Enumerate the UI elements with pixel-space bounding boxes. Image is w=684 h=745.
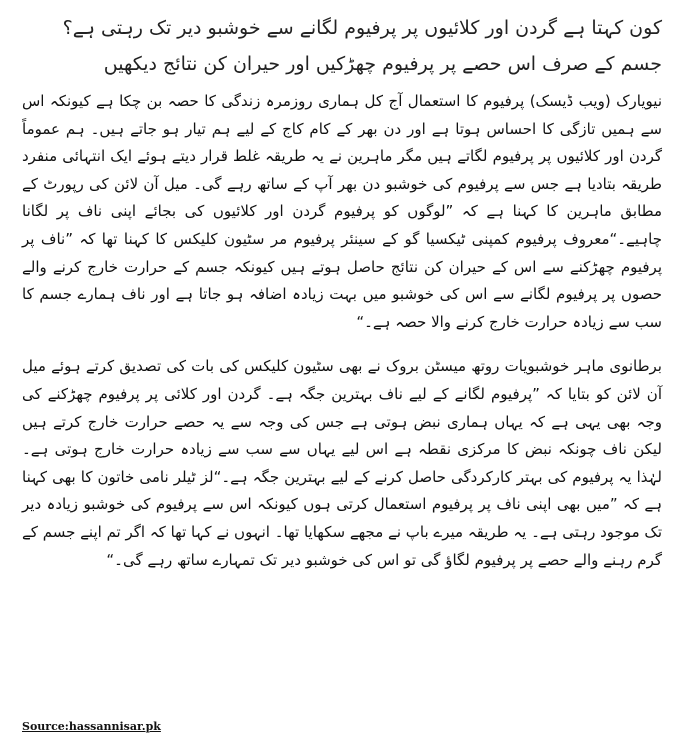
source-credit: Source:hassannisar.pk [22,720,161,733]
article [22,10,662,735]
article-paragraph-1: نیویارک (ویب ڈیسک) پرفیوم کا استعمال آج کل ہماری روزمرہ زندگی کا حصہ بن چکا ہے کیونکہ اس سے ہمیں تازگی کا احساس ہوتا ہے اور دن بھر کے کام کاج کے لیے ہم تیار ہو جاتے ہیں۔ ہم عموماً گردن اور کلائیوں پر پرفیوم لگاتے ہیں مگر ماہرین نے یہ طریقہ غلط قرار دیتے ہوئے ایک انتہائی منفرد طریقہ بتادیا ہے جس سے پرفیوم کی خوشبو دن بھر آپ کے ساتھ رہے گی۔ میل آن لائن کی رپورٹ کے مطابق ماہرین کا کہنا ہے کہ ”لوگوں کو پرفیوم گردن اور کلائیوں کی بجائے اپنی ناف پر لگانا چاہیے۔“معروف پرفیوم کمپنی ٹیکسیا گو کے سینئر پرفیوم مر سٹیون کلیکس کا کہنا تھا کہ ”ناف پر پرفیوم چھڑکنے سے اس کے حیران کن نتائج حاصل ہوتے ہیں کیونکہ جسم کے حرارت خارج کرنے والے حصوں پر پرفیوم لگانے سے اس کی خوشبو میں بہت زیادہ اضافہ ہو جاتا ہے اور ناف ہمارے جسم کا سب سے زیادہ حرارت خارج کرنے والا حصہ ہے۔“ [22,92,662,331]
article-paragraph-2: برطانوی ماہر خوشبویات روتھ میسٹن بروک نے بھی سٹیون کلیکس کی بات کی تصدیق کرتے ہوئے میل آن لائن کو بتایا کہ ”پرفیوم لگانے کے لیے ناف بہترین جگہ ہے۔ گردن اور کلائی پر پرفیوم چھڑکنے کی وجہ بھی یہی ہے کہ یہاں ہماری نبض ہوتی ہے جس کی وجہ سے یہ حصے حرارت خارج کرتے ہیں لیکن ناف چونکہ نبض کا مرکزی نقطہ ہے اس لیے یہاں سے سب سے زیادہ حرارت خارج ہوتی ہے۔ لہٰذا یہ پرفیوم کی بہتر کارکردگی حاصل کرنے کے لیے بہترین جگہ ہے۔“لز ٹیلر نامی خاتون کا بھی کہنا ہے کہ ”میں بھی اپنی ناف پر پرفیوم استعمال کرتی ہوں کیونکہ اس سے پرفیوم کی خوشبو زیادہ دیر تک موجود رہتی ہے۔ یہ طریقہ میرے باپ نے مجھے سکھایا تھا۔ انہوں نے کہا تھا کہ اگر تم اپنے جسم کے گرم رہنے والے حصے پر پرفیوم لگاؤ گی تو اس کی خوشبو دیر تک تمہارے ساتھ رہے گی۔“ [22,357,662,569]
article-title: کون کہتا ہے گردن اور کلائیوں پر پرفیوم لگانے سے خوشبو دیر تک رہتی ہے؟ جسم کے صرف اس حصے پر پرفیوم چھڑکیں اور حیران کن نتائج دیکھیں [62,17,662,75]
